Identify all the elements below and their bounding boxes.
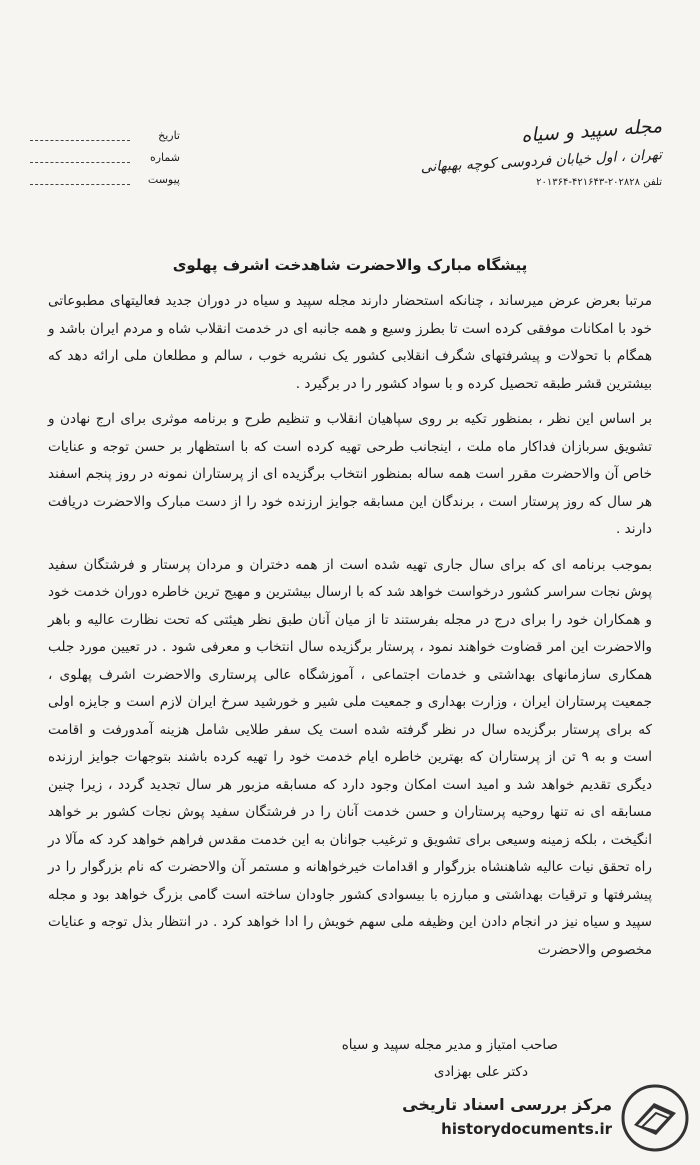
field-date-line	[30, 140, 130, 141]
letterhead	[362, 115, 662, 188]
book-emblem-icon	[620, 1083, 690, 1153]
watermark-en: historydocuments.ir	[441, 1120, 612, 1138]
field-date-label: تاریخ	[158, 129, 180, 142]
letterhead-fields	[30, 127, 180, 193]
signer-title: صاحب امتیاز و مدیر مجله سپید و سیاه	[341, 1037, 558, 1053]
paragraph: مرتبا بعرض عرض میرساند ، چنانکه استحضار دارند مجله سپید و سیاه در دوران جدید فعالیتهای مطبوعاتی خود با امکانات موفقی کرده است تا بطرز وسیع و همه جانبه ای در خدمت انقلاب شاه و مردم ایران باشد و همگام با تحولات و پیشرفتهای شگرف انقلابی کشور یک نشریه خوب ، سالم و مطلعان ملی ارائه دهد که بیشترین قشر طبقه تحصیل کرده و با سواد کشور را در برگیرد .	[48, 293, 652, 392]
org-phone: تلفن ۲۰۲۸۲۸-۴۲۱۶۴۳-۲۰۱۳۶۴	[536, 177, 662, 188]
field-number-line	[30, 162, 130, 163]
watermark-fa: مرکز بررسی اسناد تاریخی	[402, 1095, 612, 1114]
paragraph: بموجب برنامه ای که برای سال جاری تهیه شده است از همه دختران و مردان پرستار و فرشتگان سفید پوش نجات سراسر کشور درخواست خواهد شد که با ارسال بیشترین و مهیج ترین خاطره دوران خدمت خود و همکاران خود را برای درج در مجله بفرستند تا از میان آنان طبق نظر هیئتی که تحت نظارت عالیه و باهر والاحضرت این امر قضاوت خواهند نمود ، پرستار برگزیده سال انتخاب و معرفی شود . در تعیین مورد جلب همکاری سازمانهای بهداشتی و خدمات اجتماعی ، آموزشگاه عالی پرستاری والاحضرت اشرف پهلوی ، جمعیت پرستاران ایران ، وزارت بهداری و جمعیت ملی شیر و خورشید سرخ ایران لازم است و جایزه اولی که برای پرستار برگزیده سال در نظر گرفته شده است یک سفر طلایی شامل هزینه آمدورفت و اقامت است و به ۹ تن از پرستاران که بهترین خاطره ایام خدمت خود را تهیه کرده باشند بتوجهات جوایز ارزنده دیگری تقدیم خواهد شد و امید است امکان وجود دارد که مسابقه مزبور هر سال تجدید گردد ، زیرا چنین مسابقه ای نه تنها روحیه پرستاران و حسن خدمت آنان را در فرشتگان سفید پوش نجات کشور بر خواهد انگیخت ، بلکه زمینه وسیعی برای تشویق و ترغیب جوانان به این خدمت مقدس فراهم خواهد کرد که مآلا در راه تحقق نیات عالیه شاهنشاه بزرگوار و اقدامات خیرخواهانه و مستمر آن والاحضرت که نام بزرگوار را در پیشرفتها و ترقیات بهداشتی و مبارزه با بیسوادی کشور جاودان ساخته است گامی بزرگ خواهد بود و مجله سپید و سیاه نیز در انجام دادن این وظیفه ملی سهم خویش را ادا خواهد کرد . در انتظار بذل توجه و عنایات مخصوص والاحضرت	[48, 556, 652, 958]
letter-body	[48, 288, 652, 972]
signature-block	[342, 1032, 558, 1086]
field-attachment	[30, 171, 180, 193]
watermark	[390, 1083, 690, 1153]
field-date	[30, 127, 180, 149]
watermark-text	[402, 1095, 612, 1138]
org-address: تهران ، اول خیابان فردوسی کوچه بهبهانی	[420, 147, 663, 176]
salutation: پیشگاه مبارک والاحضرت شاهدخت اشرف پهلوی	[172, 256, 528, 274]
signer-name: دکتر علی بهزادی	[433, 1064, 528, 1080]
field-attachment-line	[30, 184, 130, 185]
org-name: مجله سپید و سیاه	[520, 115, 663, 147]
paragraph: بر اساس این نظر ، بمنظور تکیه بر روی سپاهیان انقلاب و تنظیم طرح و برنامه موثری برای ارج نهادن و تشویق سربازان فداکار ماه ملت ، اینجانب طرحی تهیه کرده است که با استظهار بر حسن توجه و عنایات خاص آن والاحضرت مقرر است همه ساله بمنظور انتخاب برگزیده ای از پرستاران نمونه در روز پنجم اسفند هر سال که روز پرستار است ، برندگان این مسابقه جوایز ارزنده خود را از دست مبارک والاحضرت دریافت دارند .	[48, 411, 652, 537]
field-number	[30, 149, 180, 171]
field-number-label: شماره	[149, 151, 180, 164]
field-attachment-label: پیوست	[147, 173, 180, 186]
